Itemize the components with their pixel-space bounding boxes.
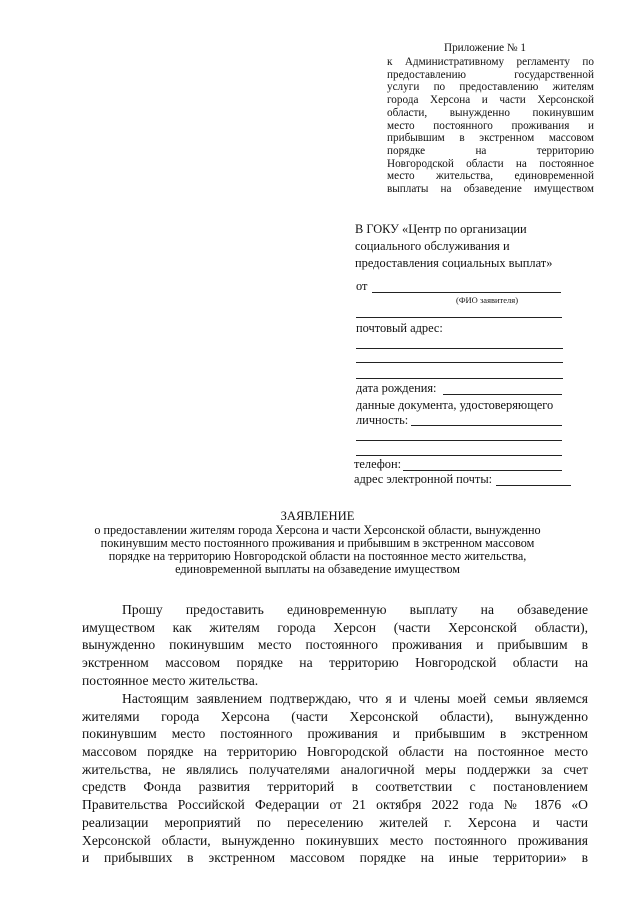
paragraph-line: и прибывших в экстренном массовом порядке на иные территории» в [82, 850, 588, 866]
id-document-label: данные документа, удостоверяющего [356, 398, 554, 412]
fio-field-line[interactable] [372, 292, 561, 293]
paragraph-line: вынужденно покинувшим место постоянного проживания и прибывшим в [82, 637, 588, 653]
appendix-line: выплаты на обзаведение имуществом [387, 183, 594, 196]
statement-subtitle-line: покинувшим место постоянного проживания и прибывшим в экстренном массовом [100, 536, 535, 550]
appendix-line: услуги по предоставлению жителям [387, 81, 594, 94]
phone-line[interactable] [403, 470, 562, 471]
postal-address-line[interactable] [356, 378, 563, 379]
birth-date-label: дата рождения: [356, 381, 437, 395]
statement-title: ЗАЯВЛЕНИЕ [280, 509, 355, 523]
id-document-line[interactable] [356, 440, 562, 441]
paragraph-line: экстренном массовом порядке на территорию Новгородской области на [82, 655, 588, 671]
addressee-line: В ГОКУ «Центр по организации [355, 222, 527, 236]
paragraph-line: имуществом как жителям города Херсон (части Херсонской области), [82, 619, 588, 635]
appendix-line: Новгородской области на постоянное [387, 157, 594, 170]
paragraph-line: массовом порядке на территорию Новгородской области на постоянное место [82, 744, 588, 760]
from-label: от [356, 279, 368, 293]
statement-subtitle-line: единовременной выплаты на обзаведение имуществом [175, 562, 460, 576]
paragraph-line: Прошу предоставить единовременную выплату на обзаведение [122, 602, 588, 617]
addressee-line: предоставления социальных выплат» [355, 256, 553, 270]
appendix-line: города Херсона и части Херсонской [387, 94, 594, 107]
paragraph-line: жительства, не являлись получателями аналогичной меры поддержки за счет [82, 761, 588, 777]
id-document-line[interactable] [411, 425, 562, 426]
birth-date-line[interactable] [443, 394, 562, 395]
paragraph-line: жителями города Херсона (части Херсонской области), вынужденно [82, 708, 588, 724]
appendix-block [387, 56, 594, 196]
paragraph-line: реализации мероприятий по переселению жителей г. Херсона и части [82, 814, 588, 830]
paragraph-line: Настоящим заявлением подтверждаю, что я и члены моей семьи являемся [122, 691, 588, 706]
postal-address-label: почтовый адрес: [356, 321, 443, 335]
appendix-heading: Приложение № 1 [444, 42, 526, 54]
postal-address-line[interactable] [356, 362, 563, 363]
appendix-line: к Административному регламенту по [387, 56, 594, 68]
paragraph-line: постоянное место жительства. [82, 672, 259, 688]
appendix-line: место постоянного проживания и [387, 119, 594, 132]
appendix-line: место жительства, единовременной [387, 170, 594, 183]
appendix-line: области, вынужденно покинувшим [387, 106, 594, 119]
fio-hint: (ФИО заявителя) [456, 295, 519, 305]
fio-extra-line[interactable] [356, 317, 562, 318]
appendix-line: порядке на территорию [387, 144, 594, 157]
statement-subtitle-line: порядке на территорию Новгородской области на постоянное место жительства, [108, 549, 527, 563]
postal-address-line[interactable] [356, 348, 563, 349]
paragraph-request [82, 601, 588, 689]
paragraph-line: Правительства Российской Федерации от 21 октября 2022 года № 1876 «О [82, 797, 588, 813]
appendix-line: предоставлению государственной [387, 68, 594, 81]
email-label: адрес электронной почты: [354, 472, 493, 486]
paragraph-line: Херсонской области, вынужденно покинувших место постоянного проживания [82, 832, 588, 848]
id-document-label: личность: [356, 413, 409, 427]
addressee-line: социального обслуживания и [355, 239, 510, 253]
paragraph-confirmation [82, 690, 588, 867]
id-document-line[interactable] [356, 455, 562, 456]
phone-label: телефон: [354, 457, 402, 471]
appendix-line: прибывшим в экстренном массовом [387, 132, 594, 145]
statement-subtitle-line: о предоставлении жителям города Херсона и части Херсонской области, вынужденно [94, 523, 541, 537]
paragraph-line: покинувшим место постоянного проживания и прибывшим в экстренном [82, 726, 588, 742]
email-line[interactable] [496, 485, 571, 486]
paragraph-line: средств Фонда развития территорий в соответствии с постановлением [82, 779, 588, 795]
